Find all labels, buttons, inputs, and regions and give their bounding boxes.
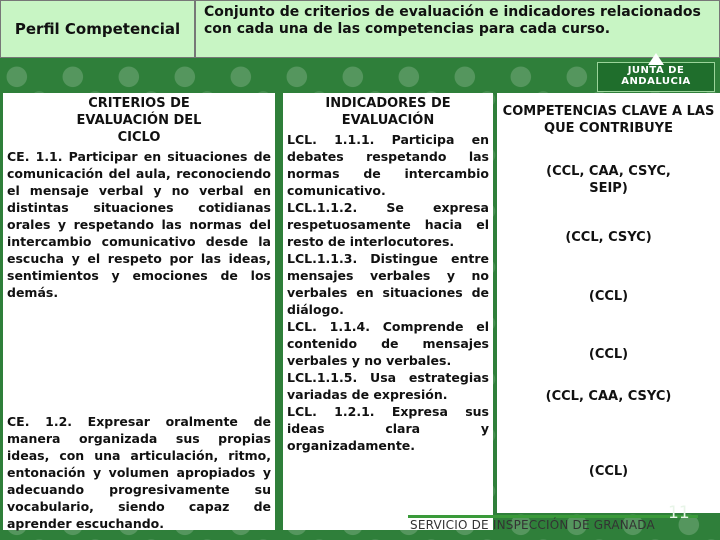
indicador-item: LCL.1.1.2. Se expresa respetuosamente hacia el resto de interlocutores.: [287, 200, 489, 249]
competencia-item: (CCL, CSYC): [565, 230, 652, 245]
page-number: 11: [668, 503, 690, 523]
competencia-item: (CCL, CAA, CSYC, SEIP): [546, 164, 671, 196]
indicador-item: LCL. 1.1.4. Comprende el contenido de mensajes verbales y no verbales.: [287, 319, 489, 368]
profile-title-text: Perfil Competencial: [14, 19, 181, 38]
indicador-item: LCL. 1.1.1. Participa en debates respetando las normas de intercambio comunicativo.: [287, 132, 489, 198]
competencias-heading: COMPETENCIAS CLAVE A LAS QUE CONTRIBUYE: [502, 104, 715, 136]
indicador-item: LCL.1.1.5. Usa estrategias variadas de expresión.: [287, 370, 489, 402]
competencia-item: (CCL): [588, 289, 629, 304]
description-text: Conjunto de criterios de evaluación e indicadores relacionados con cada una de las competencias para cada curso.: [204, 4, 701, 37]
indicadores-heading: INDICADORES DE EVALUACIÓN: [325, 96, 451, 128]
header-description: [195, 0, 720, 58]
competencia-item: (CCL, CAA, CSYC): [545, 389, 672, 404]
competencia-item: (CCL): [588, 464, 629, 479]
competencias-column: [497, 93, 720, 513]
junta-andalucia-logo: [597, 62, 715, 92]
header-profile-title: [0, 0, 195, 58]
logo-text: JUNTA DE ANDALUCIA: [621, 65, 691, 87]
criterios-column: [3, 93, 275, 530]
criterio-item: CE. 1.2. Expresar oralmente de manera organizada sus propias ideas, con una articulación, ritmo, entonación y volumen apropiados y adecuando progresivamente su vocabulario, siendo capaz de aprender escuchando.: [7, 414, 271, 531]
criterio-item: CE. 1.1. Participar en situaciones de comunicación del aula, reconociendo el mensaje verbal y no verbal en distintas situaciones cotidianas orales y respetando las normas del intercambio comunicativo desde la escucha y el respeto por las ideas, sentimientos y emociones de los demás.: [7, 149, 271, 300]
indicadores-column: [283, 93, 493, 530]
footer-service: SERVICIO DE INSPECCIÓN DE GRANADA: [410, 518, 655, 532]
competencia-item: (CCL): [588, 347, 629, 362]
criterios-heading: CRITERIOS DE EVALUACIÓN DEL CICLO: [76, 96, 202, 145]
indicador-item: LCL. 1.2.1. Expresa sus ideas clara y organizadamente.: [287, 404, 489, 453]
indicador-item: LCL.1.1.3. Distingue entre mensajes verbales y no verbales en situaciones de diálogo.: [287, 251, 489, 317]
